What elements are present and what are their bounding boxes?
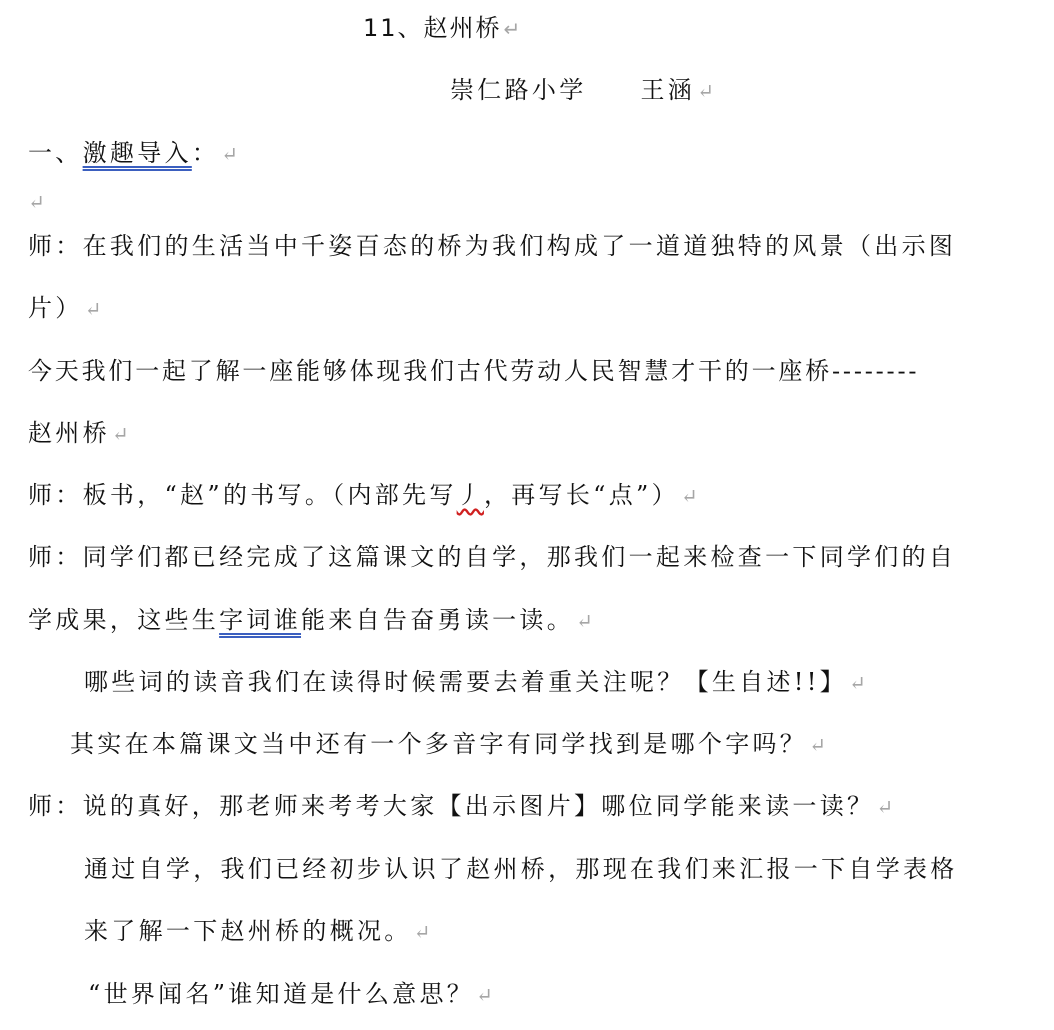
paragraph-line	[28, 789, 893, 824]
paragraph-mark: ↵	[680, 484, 698, 508]
paragraph-line	[28, 540, 956, 574]
board-writing-line	[28, 478, 698, 513]
author-line	[450, 73, 714, 108]
paragraph-text: “世界闻名”谁知道是什么意思？	[88, 980, 475, 1008]
paragraph-line	[28, 291, 101, 326]
paragraph-line	[88, 977, 493, 1012]
paragraph-mark: ↵	[221, 142, 238, 166]
paragraph-text: 片）	[28, 294, 83, 322]
lesson-title-text: 11、赵州桥	[363, 14, 502, 42]
paragraph-mark: ↵	[809, 733, 826, 757]
paragraph-mark: ↵	[876, 795, 894, 819]
paragraph-text: 哪些词的读音我们在读得时候需要去着重关注呢？【生自述!!】	[84, 668, 847, 696]
paragraph-mark: ↵	[476, 983, 493, 1007]
paragraph-text: 师：板书，“赵”的书写。（内部先写	[28, 481, 457, 509]
section-heading	[28, 136, 238, 171]
paragraph-text: 师：同学们都已经完成了这篇课文的自学，那我们一起来检查一下同学们的自	[28, 543, 957, 571]
paragraph-line	[28, 416, 129, 451]
paragraph-text: ，再写长“点”）	[483, 481, 679, 509]
paragraph-line	[28, 603, 593, 638]
paragraph-mark: ↵	[111, 422, 129, 446]
school-name: 崇仁路小学	[450, 76, 587, 104]
paragraph-mark: ↵	[697, 79, 714, 103]
section-number: 一、	[28, 139, 83, 167]
paragraph-text: 今天我们一起了解一座能够体现我们古代劳动人民智慧才干的一座桥--------	[28, 357, 920, 385]
paragraph-line	[28, 229, 956, 263]
paragraph-mark: ↵	[84, 297, 102, 321]
paragraph-text: 学成果，这些生	[28, 606, 220, 634]
paragraph-line	[70, 727, 826, 762]
paragraph-line	[84, 852, 958, 886]
section-heading-text: 激趣导入	[82, 139, 192, 167]
paragraph-text: 其实在本篇课文当中还有一个多音字有同学找到是哪个字吗？	[70, 730, 808, 758]
paragraph-text: 来了解一下赵州桥的概况。	[84, 917, 412, 945]
author-name: 王涵	[640, 76, 696, 104]
paragraph-mark: ↵	[503, 17, 521, 41]
empty-paragraph	[28, 184, 45, 219]
section-colon: ：	[191, 139, 220, 167]
paragraph-mark: ↵	[28, 190, 45, 214]
paragraph-line	[84, 914, 430, 949]
lesson-title	[363, 11, 520, 46]
spellcheck-flagged-stroke: 丿	[456, 481, 484, 509]
paragraph-text: 师：说的真好，那老师来考考大家【出示图片】哪位同学能来读一读？	[28, 792, 875, 820]
paragraph-mark: ↵	[413, 920, 431, 944]
paragraph-mark: ↵	[576, 609, 593, 633]
paragraph-text: 赵州桥	[28, 419, 110, 447]
paragraph-line	[28, 354, 919, 388]
paragraph-text: 师：在我们的生活当中千姿百态的桥为我们构成了一道道独特的风景（出示图	[28, 232, 957, 260]
grammar-flagged-text: 字词谁	[219, 606, 302, 634]
paragraph-text: 通过自学，我们已经初步认识了赵州桥，那现在我们来汇报一下自学表格	[84, 855, 958, 883]
paragraph-text: 能来自告奋勇读一读。	[301, 606, 575, 634]
paragraph-line	[84, 665, 866, 700]
paragraph-mark: ↵	[849, 671, 866, 695]
